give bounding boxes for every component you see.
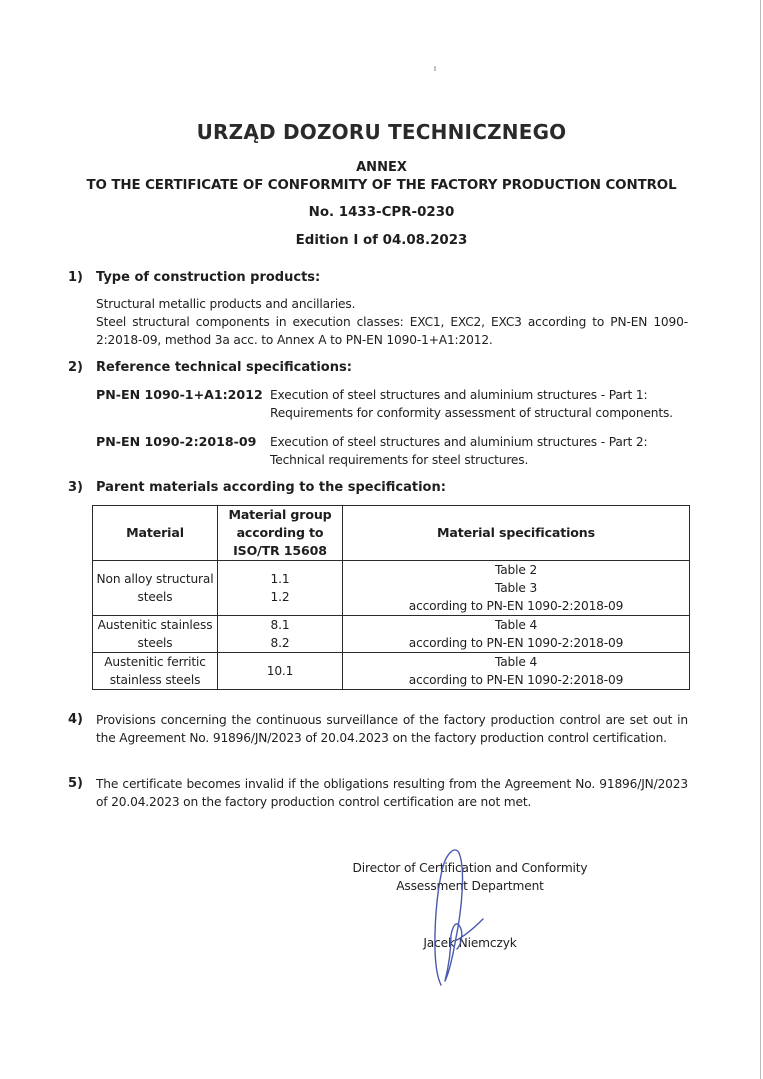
cell-text: 8.2 xyxy=(270,636,290,650)
section-1-number: 1) xyxy=(68,270,83,285)
cell-specs xyxy=(343,561,690,616)
handwritten-signature xyxy=(425,845,495,990)
cell-material xyxy=(93,561,218,616)
spec-desc-1-line-1: Execution of steel structures and aluminium structures - Part 1: xyxy=(270,388,648,402)
cell-specs xyxy=(343,616,690,653)
section-1-heading: Type of construction products: xyxy=(96,270,321,285)
scan-speck xyxy=(434,66,436,71)
cell-text: 1.1 xyxy=(270,572,290,586)
cell-text: stainless steels xyxy=(109,673,201,687)
cell-text: according to PN-EN 1090-2:2018-09 xyxy=(408,673,624,687)
organization-title: URZĄD DOZORU TECHNICZNEGO xyxy=(196,120,567,144)
cell-text: 8.1 xyxy=(270,618,290,632)
spec-desc-2-line-1: Execution of steel structures and aluminium structures - Part 2: xyxy=(270,435,648,449)
cell-text: Table 4 xyxy=(494,655,538,669)
spec-desc-1 xyxy=(270,386,673,422)
header-group-line-2: according to xyxy=(236,525,324,540)
section-1-line-1: Structural metallic products and ancillaries. xyxy=(96,297,356,311)
section-5-number: 5) xyxy=(68,776,83,791)
table-header-row xyxy=(93,506,690,561)
cell-specs xyxy=(343,653,690,690)
section-3-number: 3) xyxy=(68,480,83,495)
spec-code-1: PN-EN 1090-1+A1:2012 xyxy=(96,387,263,402)
table-row xyxy=(93,616,690,653)
signatory-title-line-2: Assessment Department xyxy=(396,879,544,893)
cell-material xyxy=(93,653,218,690)
cell-material xyxy=(93,616,218,653)
cell-text: according to PN-EN 1090-2:2018-09 xyxy=(408,636,624,650)
header-material-specifications: Material specifications xyxy=(343,506,690,561)
header-group-line-3: ISO/TR 15608 xyxy=(233,543,327,558)
section-2-heading: Reference technical specifications: xyxy=(96,360,352,375)
signature-stroke xyxy=(435,850,483,985)
header-group-line-1: Material group xyxy=(228,507,332,522)
annex-subtitle: TO THE CERTIFICATE OF CONFORMITY OF THE FACTORY PRODUCTION CONTROL xyxy=(86,178,677,193)
header-material: Material xyxy=(93,506,218,561)
annex-label: ANNEX xyxy=(356,160,407,175)
certificate-number: No. 1433-CPR-0230 xyxy=(308,205,455,220)
header-material-group xyxy=(218,506,343,561)
materials-table xyxy=(92,505,690,690)
table-row xyxy=(93,653,690,690)
section-1-line-2: Steel structural components in execution classes: EXC1, EXC2, EXC3 according to PN-EN 1090-2:2018-09, method 3a acc. to Annex A to PN-EN 1090-1+A1:2012. xyxy=(96,315,688,347)
section-4-number: 4) xyxy=(68,712,83,727)
cell-group xyxy=(218,616,343,653)
cell-text: 1.2 xyxy=(270,590,290,604)
edition-date: Edition I of 04.08.2023 xyxy=(295,233,468,248)
spec-desc-1-line-2: Requirements for conformity assessment of structural components. xyxy=(270,406,673,420)
spec-desc-2 xyxy=(270,433,647,469)
cell-text: Non alloy structural xyxy=(96,572,214,586)
cell-group: 10.1 xyxy=(218,653,343,690)
cell-text: steels xyxy=(137,590,173,604)
table-row xyxy=(93,561,690,616)
spec-code-2: PN-EN 1090-2:2018-09 xyxy=(96,434,257,449)
cell-text: Austenitic stainless xyxy=(97,618,213,632)
signatory-name: Jacek Niemczyk xyxy=(423,936,517,950)
cell-text: steels xyxy=(137,636,173,650)
signatory-title-line-1: Director of Certification and Conformity xyxy=(352,861,588,875)
section-3-heading: Parent materials according to the specification: xyxy=(96,480,446,495)
section-5-text: The certificate becomes invalid if the obligations resulting from the Agreement No. 91896/JN/2023 of 20.04.2023 on the factory production control certification are not met. xyxy=(96,777,688,809)
section-4-text: Provisions concerning the continuous surveillance of the factory production control are set out in the Agreement No. 91896/JN/2023 of 20.04.2023 on the factory production control certification. xyxy=(96,713,688,745)
cell-text: Table 2 xyxy=(494,563,538,577)
cell-text: Table 4 xyxy=(494,618,538,632)
spec-desc-2-line-2: Technical requirements for steel structures. xyxy=(270,453,529,467)
section-2-number: 2) xyxy=(68,360,83,375)
cell-text: Table 3 xyxy=(494,581,538,595)
cell-group xyxy=(218,561,343,616)
cell-text: Austenitic ferritic xyxy=(104,655,206,669)
cell-text: according to PN-EN 1090-2:2018-09 xyxy=(408,599,624,613)
